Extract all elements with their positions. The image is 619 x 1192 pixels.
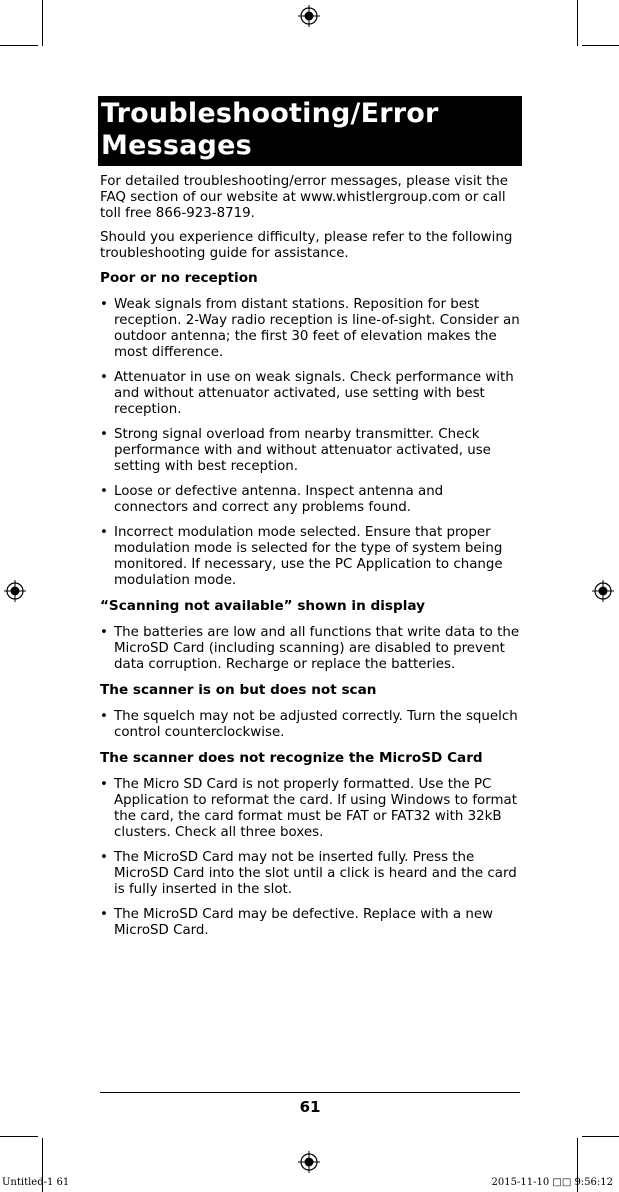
page-content xyxy=(100,96,520,948)
registration-mark-icon xyxy=(298,5,320,27)
bullet-icon: • xyxy=(100,625,108,640)
list-item: • Weak signals from distant stations. Reposition for best reception. 2-Way radio reception is line-of-sight. Consider an outdoor antenna; the first 30 feet of elevation makes the most difference. xyxy=(100,297,520,360)
bullet-icon: • xyxy=(100,850,108,865)
registration-mark-icon xyxy=(4,580,26,602)
bullet-icon: • xyxy=(100,709,108,724)
page-number: 61 xyxy=(299,1098,321,1116)
section-heading: “Scanning not available” shown in display xyxy=(100,598,425,614)
bullet-icon: • xyxy=(100,484,108,499)
crop-mark xyxy=(0,45,38,46)
bullet-icon: • xyxy=(100,427,108,442)
section-poor-reception xyxy=(100,270,520,589)
bullet-icon: • xyxy=(100,777,108,792)
intro-paragraph: Should you experience difficulty, please refer to the following troubleshooting guide for assistance. xyxy=(100,230,513,261)
section-does-not-scan xyxy=(100,682,520,741)
registration-mark-icon xyxy=(592,580,614,602)
list-item: • Loose or defective antenna. Inspect antenna and connectors and correct any problems found. xyxy=(100,484,444,515)
intro-paragraph: For detailed troubleshooting/error messages, please visit the FAQ section of our website at www.whistlergroup.com or call toll free 866-923-8719. xyxy=(100,174,509,221)
list-item: • The Micro SD Card is not properly formatted. Use the PC Application to reformat the card. If using Windows to format the card, the card format must be FAT or FAT32 with 32kB clusters. Check all three boxes. xyxy=(100,777,517,840)
section-heading: The scanner is on but does not scan xyxy=(100,682,377,698)
crop-mark xyxy=(0,1136,38,1137)
list-item: • The squelch may not be adjusted correctly. Turn the squelch control counterclockwise. xyxy=(100,709,518,740)
list-item: • Attenuator in use on weak signals. Check performance with and without attenuator activated, use setting with best reception. xyxy=(100,370,514,417)
section-heading: Poor or no reception xyxy=(100,270,258,286)
print-slug-left: Untitled-1 61 xyxy=(2,1177,70,1188)
footer-divider xyxy=(100,1092,520,1093)
list-item: • The batteries are low and all functions that write data to the MicroSD Card (including scanning) are disabled to prevent data corruption. Recharge or replace the batteries. xyxy=(100,625,520,672)
registration-mark-icon xyxy=(298,1151,320,1173)
crop-mark xyxy=(582,45,619,46)
list-item: • Strong signal overload from nearby transmitter. Check performance with and without attenuator activated, use setting with best reception. xyxy=(100,427,491,474)
section-microsd xyxy=(100,750,520,939)
list-item: • The MicroSD Card may be defective. Replace with a new MicroSD Card. xyxy=(100,907,494,938)
section-heading: The scanner does not recognize the MicroSD Card xyxy=(100,750,483,766)
print-slug-right: 2015-11-10 □□ 9:56:12 xyxy=(491,1177,613,1188)
bullet-icon: • xyxy=(100,525,108,540)
crop-mark xyxy=(582,1136,619,1137)
list-item: • Incorrect modulation mode selected. Ensure that proper modulation mode is selected for the type of system being monitored. If necessary, use the PC Application to change modulation mode. xyxy=(100,525,503,588)
bullet-icon: • xyxy=(100,907,108,922)
intro xyxy=(100,174,520,262)
section-scanning-not-available xyxy=(100,598,520,673)
bullet-icon: • xyxy=(100,370,108,385)
crop-mark xyxy=(577,0,578,46)
list-item: • The MicroSD Card may not be inserted fully. Press the MicroSD Card into the slot until a click is heard and the card is fully inserted in the slot. xyxy=(100,850,517,897)
page-title: Troubleshooting/Error Messages xyxy=(98,96,522,166)
crop-mark xyxy=(42,0,43,46)
bullet-icon: • xyxy=(100,297,108,312)
